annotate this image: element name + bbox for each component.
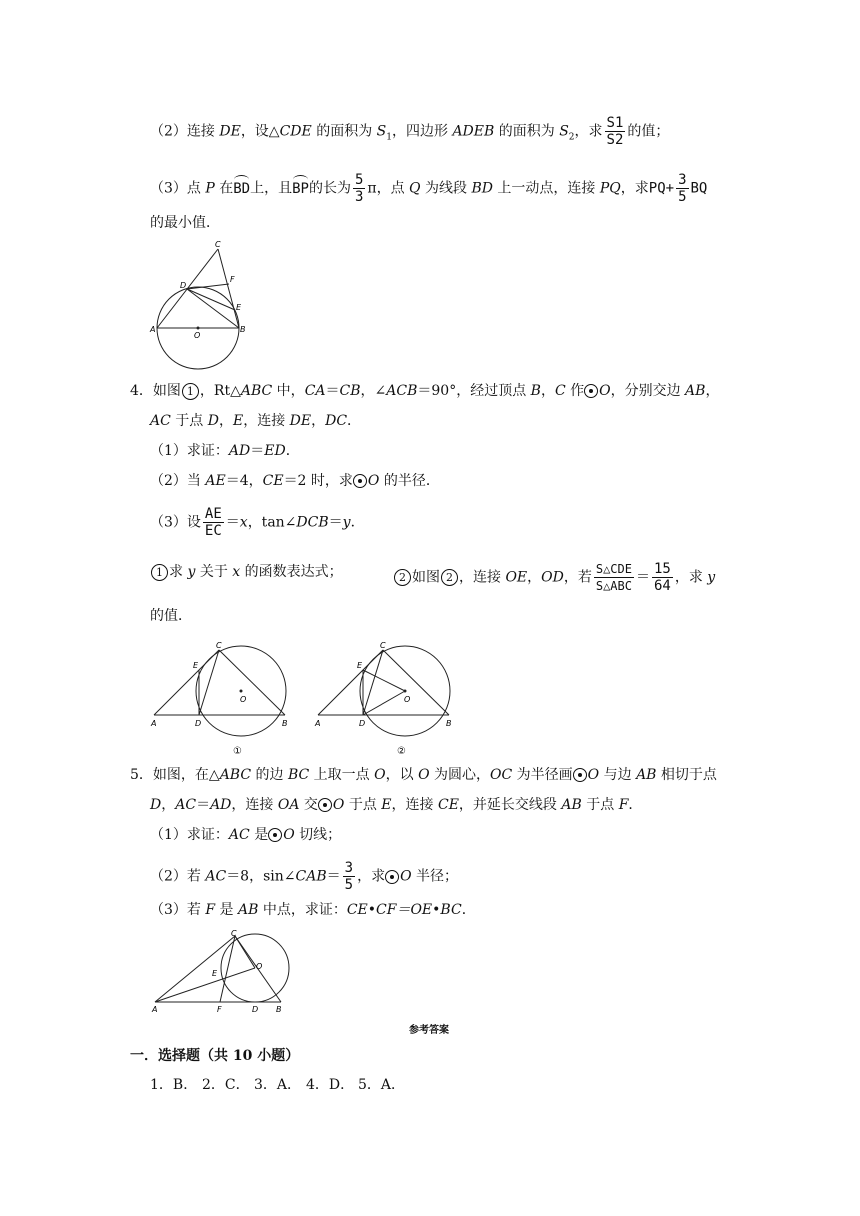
text: y: [342, 514, 351, 531]
p3-figure: [148, 240, 258, 370]
text: O: [332, 797, 345, 813]
text: F: [205, 902, 216, 918]
text: 在: [214, 180, 234, 197]
text: ．: [461, 902, 476, 918]
text: AE: [205, 473, 226, 489]
text: ．: [347, 413, 362, 429]
text: （2）连接: [150, 123, 220, 140]
text: 4．如图: [130, 383, 181, 399]
fraction-numerator: S△CDE: [595, 562, 632, 576]
text: AB: [685, 383, 706, 399]
fraction: [652, 562, 673, 593]
text: （3）设: [150, 514, 201, 531]
text: OD: [541, 569, 564, 586]
text: ，点: [376, 180, 410, 197]
text: ，∠: [360, 383, 387, 399]
text: ED: [264, 443, 286, 459]
p4-q3-cont: 的值．: [150, 608, 192, 624]
label-b: B: [446, 719, 452, 728]
answer-item: 2．C．: [202, 1077, 250, 1093]
circle-dot-icon: [353, 474, 367, 488]
text: C: [554, 383, 566, 399]
text: 求: [169, 564, 188, 580]
text: AB: [561, 797, 582, 813]
text: 作: [565, 383, 585, 399]
text: PQ: [599, 180, 621, 197]
p3-part3-cont: 的最小值．: [150, 215, 220, 231]
text: ABC: [240, 383, 273, 399]
text: 关于: [195, 564, 233, 580]
label-f: F: [230, 275, 235, 284]
text: DC: [325, 413, 348, 429]
text: 上，且: [250, 180, 293, 197]
answer-item: 5．A．: [358, 1077, 406, 1093]
text: ，分别交边: [610, 383, 686, 399]
expression: BQ: [690, 180, 708, 197]
fraction-denominator: 5: [678, 189, 687, 205]
text: AB: [237, 902, 259, 918]
text: CA: [304, 383, 326, 399]
text: x: [239, 514, 248, 531]
label-b: B: [282, 719, 288, 728]
fraction: [203, 507, 224, 538]
text: DCB: [296, 514, 329, 531]
text: 半径；: [411, 868, 459, 885]
fraction-numerator: 3: [678, 172, 687, 188]
fraction-numerator: S1: [606, 115, 624, 131]
text: ＝: [325, 383, 340, 399]
answers-title: 参考答案: [409, 1025, 449, 1036]
text: P: [205, 180, 215, 197]
text: x: [232, 564, 241, 580]
text: 的边: [251, 767, 288, 783]
text: ，Rt△: [199, 383, 241, 399]
text: 为线段: [420, 180, 472, 197]
text: DE: [289, 413, 312, 429]
fraction-numerator: 15: [653, 561, 671, 577]
answers-list: [150, 1075, 410, 1095]
text: ＝90°，经过顶点: [417, 383, 531, 399]
text: AC: [205, 868, 227, 885]
subscript: 2: [568, 132, 575, 143]
text: 如图: [412, 569, 440, 586]
p3-part3: [150, 173, 707, 204]
text: ，tan∠: [247, 514, 297, 531]
label-d: D: [180, 281, 187, 290]
text: Q: [409, 180, 421, 197]
text: OA: [277, 797, 300, 813]
text: 与边: [599, 767, 637, 783]
text: D: [207, 413, 219, 429]
text: AB: [636, 767, 657, 783]
answers-section-heading: 一．选择题（共 10 小题）: [130, 1048, 300, 1064]
text: （2）当: [150, 473, 206, 489]
text: E: [232, 413, 244, 429]
text: ，: [527, 569, 542, 586]
p4-figure-1: [148, 640, 298, 760]
circle-dot-icon: [268, 828, 282, 842]
expression: PQ+: [648, 180, 675, 197]
text: ＝: [326, 868, 341, 885]
label-b: B: [240, 325, 246, 334]
arc-notation: BD: [233, 175, 250, 199]
text: ．: [285, 443, 300, 459]
text: ，: [705, 383, 720, 399]
text: OE: [505, 569, 528, 586]
label-a: A: [151, 719, 157, 728]
text: O: [587, 767, 600, 783]
text: ．: [628, 797, 643, 813]
text: ＝4，: [225, 473, 263, 489]
text: ADEB: [452, 123, 495, 140]
label-o: O: [256, 962, 263, 971]
text: 的面积为: [311, 123, 377, 140]
fraction-denominator: S2: [606, 132, 624, 148]
circle-dot-icon: [573, 768, 587, 782]
pi-symbol: π: [367, 180, 377, 197]
p3-part2: [150, 116, 669, 147]
label-d: D: [359, 719, 366, 728]
text: 上取一点: [309, 767, 375, 783]
answer-item: 4．D．: [306, 1077, 355, 1093]
text: ，四边形: [391, 123, 453, 140]
label-c: C: [380, 641, 386, 650]
label-c: C: [215, 240, 221, 249]
text: O: [400, 868, 412, 885]
circle-dot-icon: [385, 870, 399, 884]
text: ，连接: [243, 413, 290, 429]
p5-q2: [150, 861, 458, 892]
text: DE: [219, 123, 241, 140]
text: ，连接: [391, 797, 438, 813]
text: O: [367, 473, 380, 489]
text: OC: [490, 767, 513, 783]
text: 为圆心，: [429, 767, 491, 783]
p4-line1: [130, 381, 719, 401]
text: 的面积为: [494, 123, 560, 140]
label-e: E: [357, 661, 363, 670]
text: ABC: [219, 767, 252, 783]
text: 的长为: [308, 180, 351, 197]
text: BC: [287, 767, 310, 783]
label-c: C: [231, 929, 237, 938]
text: ，: [311, 413, 326, 429]
label-d: D: [195, 719, 202, 728]
text: CE: [437, 797, 459, 813]
fraction-numerator: AE: [204, 506, 222, 522]
label-b: B: [276, 1005, 282, 1014]
label-a: A: [152, 1005, 158, 1014]
text: 于点: [581, 797, 619, 813]
text: 是: [249, 827, 269, 843]
text: E: [381, 797, 392, 813]
text: 切线；: [294, 827, 342, 843]
text: O: [283, 827, 295, 843]
text: 5．如图，在△: [130, 767, 220, 783]
text: 于点: [170, 413, 208, 429]
fraction: [353, 173, 365, 204]
circle-dot-icon: [318, 798, 332, 812]
text: D: [150, 797, 162, 813]
text: ，: [218, 413, 233, 429]
text: CE: [262, 473, 284, 489]
p5-line1: [130, 765, 717, 785]
text: ＝: [196, 797, 211, 813]
text: 中，: [272, 383, 305, 399]
text: ，若: [563, 569, 592, 586]
text: ．: [350, 514, 365, 531]
label-d: D: [252, 1005, 259, 1014]
text: 为半径画: [512, 767, 573, 783]
text: y: [707, 569, 716, 586]
text: y: [187, 564, 196, 580]
text: O: [599, 383, 611, 399]
fraction-denominator: EC: [204, 523, 222, 539]
text: ，连接: [231, 797, 278, 813]
label-e: E: [193, 661, 199, 670]
label-c: C: [216, 641, 222, 650]
text: ACB: [386, 383, 418, 399]
subscript: 1: [386, 132, 392, 143]
text: ＝: [328, 514, 343, 531]
fraction: [605, 116, 626, 147]
label-o: O: [240, 695, 247, 704]
text: 交: [299, 797, 318, 813]
fraction-denominator: 3: [354, 189, 364, 205]
text: ，连接: [459, 569, 506, 586]
p5-figure: [148, 928, 298, 1018]
text: ，并延长交线段: [458, 797, 562, 813]
text: ，以: [385, 767, 419, 783]
circled-number: 1: [182, 383, 199, 400]
text: AC: [175, 797, 197, 813]
text: AC: [228, 827, 250, 843]
fraction-denominator: 64: [653, 578, 671, 594]
text: 于点: [344, 797, 382, 813]
text: F: [618, 797, 629, 813]
fraction-numerator: 5: [354, 172, 364, 188]
text: （3）若: [150, 902, 206, 918]
text: CB: [339, 383, 361, 399]
label-a: A: [315, 719, 321, 728]
text: O: [418, 767, 430, 783]
text: （3）点: [150, 180, 206, 197]
text: 的值；: [627, 123, 670, 140]
text: 上一动点，连接: [492, 180, 600, 197]
text: AD: [210, 797, 232, 813]
p5-q1: [150, 825, 341, 845]
label-o: O: [404, 695, 411, 704]
text: ，: [161, 797, 176, 813]
text: ，: [540, 383, 555, 399]
circle-dot-icon: [584, 384, 598, 398]
answer-item: 3．A．: [254, 1077, 302, 1093]
text: ＝8，sin∠: [226, 868, 296, 885]
text: ＝: [250, 443, 265, 459]
fraction-numerator: 3: [344, 860, 354, 876]
p4-line2: [150, 411, 361, 431]
text: CDE: [279, 123, 312, 140]
fraction: [594, 562, 634, 593]
p4-q1: [150, 441, 300, 461]
figure-caption: ①: [233, 746, 242, 757]
text: （1）求证：: [150, 443, 229, 459]
p4-figure-2: [312, 640, 462, 760]
label-e: E: [212, 969, 218, 978]
p4-q2: [150, 471, 440, 491]
fraction-denominator: 5: [344, 877, 354, 893]
text: ，设△: [240, 123, 280, 140]
answer-item: 1．B．: [150, 1077, 198, 1093]
fraction: [343, 861, 355, 892]
p5-line2: [150, 795, 642, 815]
label-a: A: [150, 325, 156, 334]
text: ，求: [574, 123, 603, 140]
label-f: F: [217, 1005, 222, 1014]
p5-q3: [150, 900, 476, 920]
circled-number: 2: [394, 569, 411, 586]
arc-notation: BP: [292, 175, 309, 199]
text: ＝: [225, 514, 240, 531]
text: （1）求证：: [150, 827, 229, 843]
text: CE•CF＝OE•BC: [346, 902, 462, 918]
p4-q3: [150, 507, 365, 538]
text: AC: [150, 413, 171, 429]
text: 是: [215, 902, 238, 918]
p4-q3b: [393, 562, 715, 593]
text: （2）若: [150, 868, 206, 885]
text: BD: [471, 180, 493, 197]
label-o: O: [194, 331, 201, 340]
text: ，求: [674, 569, 708, 586]
fraction: [676, 173, 688, 204]
text: 的半径．: [379, 473, 440, 489]
text: S: [559, 123, 569, 140]
text: ＝: [635, 569, 650, 586]
text: S: [376, 123, 387, 140]
figure-caption: ②: [397, 746, 406, 757]
text: ＝2 时，求: [283, 473, 353, 489]
text: CAB: [295, 868, 327, 885]
circled-number: 1: [151, 564, 168, 581]
text: 的函数表达式；: [240, 564, 343, 580]
text: O: [374, 767, 386, 783]
text: B: [530, 383, 541, 399]
text: 中点，求证：: [258, 902, 347, 918]
text: 相切于点: [656, 767, 717, 783]
text: AD: [228, 443, 251, 459]
circled-number: 2: [441, 569, 458, 586]
p4-q3a: [150, 562, 343, 582]
fraction-denominator: S△ABC: [595, 579, 632, 593]
label-e: E: [236, 303, 242, 312]
text: ，求: [357, 868, 386, 885]
text: ，求: [620, 180, 649, 197]
